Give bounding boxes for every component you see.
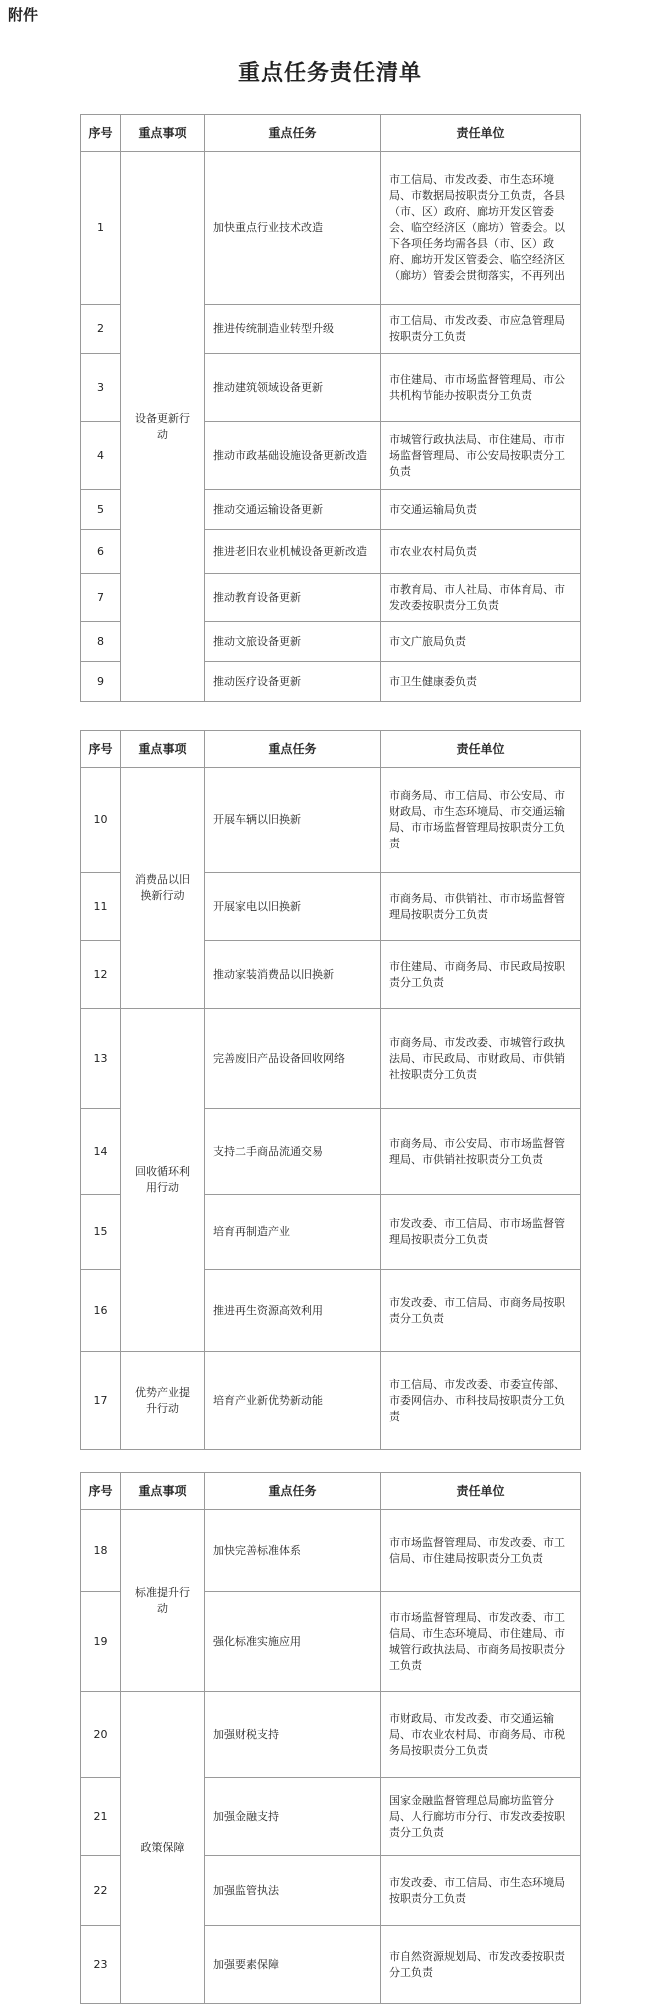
responsible-unit-cell: 市发改委、市工信局、市市场监督管理局按职责分工负责 — [381, 1195, 581, 1270]
key-item-cell: 政策保障 — [121, 1692, 205, 2004]
key-item-cell: 设备更新行动 — [121, 152, 205, 702]
key-item-cell: 消费品以旧换新行动 — [121, 768, 205, 1009]
row-number: 5 — [81, 490, 121, 530]
header-key-item: 重点事项 — [121, 1473, 205, 1510]
task-cell: 培育再制造产业 — [205, 1195, 381, 1270]
header-key-task: 重点任务 — [205, 1473, 381, 1510]
header-key-item: 重点事项 — [121, 115, 205, 152]
responsible-unit-cell: 市发改委、市工信局、市商务局按职责分工负责 — [381, 1270, 581, 1352]
row-number: 9 — [81, 662, 121, 702]
header-seq: 序号 — [81, 731, 121, 768]
task-cell: 推动交通运输设备更新 — [205, 490, 381, 530]
row-number: 4 — [81, 422, 121, 490]
row-number: 3 — [81, 354, 121, 422]
row-number: 7 — [81, 574, 121, 622]
task-cell: 加强金融支持 — [205, 1778, 381, 1856]
key-item-cell: 标准提升行动 — [121, 1510, 205, 1692]
responsible-unit-cell: 市工信局、市发改委、市生态环境局、市数据局按职责分工负责，各县（市、区）政府、廊坊开发区管委会、临空经济区（廊坊）管委会。以下各项任务均需各县（市、区）政府、廊坊开发区管委会、临空经济区（廊坊）管委会贯彻落实，不再列出 — [381, 152, 581, 305]
header-seq: 序号 — [81, 1473, 121, 1510]
row-number: 18 — [81, 1510, 121, 1592]
responsible-unit-cell: 市财政局、市发改委、市交通运输局、市农业农村局、市商务局、市税务局按职责分工负责 — [381, 1692, 581, 1778]
row-number: 11 — [81, 873, 121, 941]
task-cell: 推动教育设备更新 — [205, 574, 381, 622]
table-header-row — [81, 115, 581, 152]
row-number: 14 — [81, 1109, 121, 1195]
row-number: 10 — [81, 768, 121, 873]
task-cell: 推动建筑领域设备更新 — [205, 354, 381, 422]
row-number: 6 — [81, 530, 121, 574]
task-cell: 推动文旅设备更新 — [205, 622, 381, 662]
task-table-1 — [80, 114, 581, 702]
task-cell: 加快重点行业技术改造 — [205, 152, 381, 305]
row-number: 1 — [81, 152, 121, 305]
responsible-unit-cell: 市卫生健康委负责 — [381, 662, 581, 702]
row-number: 2 — [81, 305, 121, 354]
row-number: 15 — [81, 1195, 121, 1270]
task-cell: 开展家电以旧换新 — [205, 873, 381, 941]
row-number: 19 — [81, 1592, 121, 1692]
table-header-row — [81, 731, 581, 768]
responsible-unit-cell: 市自然资源规划局、市发改委按职责分工负责 — [381, 1926, 581, 2004]
task-cell: 加强要素保障 — [205, 1926, 381, 2004]
responsible-unit-cell: 市商务局、市发改委、市城管行政执法局、市民政局、市财政局、市供销社按职责分工负责 — [381, 1009, 581, 1109]
task-cell: 推进再生资源高效利用 — [205, 1270, 381, 1352]
header-key-task: 重点任务 — [205, 115, 381, 152]
task-cell: 培育产业新优势新动能 — [205, 1352, 381, 1450]
header-key-task: 重点任务 — [205, 731, 381, 768]
row-number: 17 — [81, 1352, 121, 1450]
responsible-unit-cell: 市文广旅局负责 — [381, 622, 581, 662]
responsible-unit-cell: 市商务局、市公安局、市市场监督管理局、市供销社按职责分工负责 — [381, 1109, 581, 1195]
row-number: 22 — [81, 1856, 121, 1926]
table-row — [81, 1692, 581, 1778]
task-cell: 推进传统制造业转型升级 — [205, 305, 381, 354]
responsible-unit-cell: 国家金融监督管理总局廊坊监管分局、人行廊坊市分行、市发改委按职责分工负责 — [381, 1778, 581, 1856]
header-responsible-unit: 责任单位 — [381, 1473, 581, 1510]
task-cell: 开展车辆以旧换新 — [205, 768, 381, 873]
task-cell: 加强财税支持 — [205, 1692, 381, 1778]
responsible-unit-cell: 市市场监督管理局、市发改委、市工信局、市生态环境局、市住建局、市城管行政执法局、市商务局按职责分工负责 — [381, 1592, 581, 1692]
row-number: 21 — [81, 1778, 121, 1856]
responsible-unit-cell: 市发改委、市工信局、市生态环境局按职责分工负责 — [381, 1856, 581, 1926]
responsible-unit-cell: 市商务局、市工信局、市公安局、市财政局、市生态环境局、市交通运输局、市市场监督管理局按职责分工负责 — [381, 768, 581, 873]
task-cell: 加强监管执法 — [205, 1856, 381, 1926]
responsible-unit-cell: 市工信局、市发改委、市委宣传部、市委网信办、市科技局按职责分工负责 — [381, 1352, 581, 1450]
page-title: 重点任务责任清单 — [237, 61, 422, 86]
table-row — [81, 768, 581, 873]
responsible-unit-cell: 市住建局、市商务局、市民政局按职责分工负责 — [381, 941, 581, 1009]
task-cell: 推动市政基础设施设备更新改造 — [205, 422, 381, 490]
row-number: 13 — [81, 1009, 121, 1109]
row-number: 20 — [81, 1692, 121, 1778]
table-row — [81, 1510, 581, 1592]
responsible-unit-cell: 市交通运输局负责 — [381, 490, 581, 530]
row-number: 8 — [81, 622, 121, 662]
responsible-unit-cell: 市工信局、市发改委、市应急管理局按职责分工负责 — [381, 305, 581, 354]
header-key-item: 重点事项 — [121, 731, 205, 768]
table-header-row — [81, 1473, 581, 1510]
row-number: 23 — [81, 1926, 121, 2004]
table-row — [81, 152, 581, 305]
responsible-unit-cell: 市商务局、市供销社、市市场监督管理局按职责分工负责 — [381, 873, 581, 941]
task-table-3 — [80, 1472, 581, 2004]
row-number: 16 — [81, 1270, 121, 1352]
header-responsible-unit: 责任单位 — [381, 731, 581, 768]
table-row — [81, 1352, 581, 1450]
row-number: 12 — [81, 941, 121, 1009]
task-cell: 完善废旧产品设备回收网络 — [205, 1009, 381, 1109]
task-cell: 推进老旧农业机械设备更新改造 — [205, 530, 381, 574]
key-item-cell: 回收循环利用行动 — [121, 1009, 205, 1352]
task-cell: 支持二手商品流通交易 — [205, 1109, 381, 1195]
header-responsible-unit: 责任单位 — [381, 115, 581, 152]
task-cell: 推动医疗设备更新 — [205, 662, 381, 702]
key-item-cell: 优势产业提升行动 — [121, 1352, 205, 1450]
responsible-unit-cell: 市住建局、市市场监督管理局、市公共机构节能办按职责分工负责 — [381, 354, 581, 422]
task-cell: 推动家装消费品以旧换新 — [205, 941, 381, 1009]
table-row — [81, 1009, 581, 1109]
responsible-unit-cell: 市城管行政执法局、市住建局、市市场监督管理局、市公安局按职责分工负责 — [381, 422, 581, 490]
responsible-unit-cell: 市农业农村局负责 — [381, 530, 581, 574]
responsible-unit-cell: 市市场监督管理局、市发改委、市工信局、市住建局按职责分工负责 — [381, 1510, 581, 1592]
task-table-2 — [80, 730, 581, 1450]
task-cell: 加快完善标准体系 — [205, 1510, 381, 1592]
task-cell: 强化标准实施应用 — [205, 1592, 381, 1692]
attachment-label: 附件 — [8, 6, 39, 24]
responsible-unit-cell: 市教育局、市人社局、市体育局、市发改委按职责分工负责 — [381, 574, 581, 622]
header-seq: 序号 — [81, 115, 121, 152]
